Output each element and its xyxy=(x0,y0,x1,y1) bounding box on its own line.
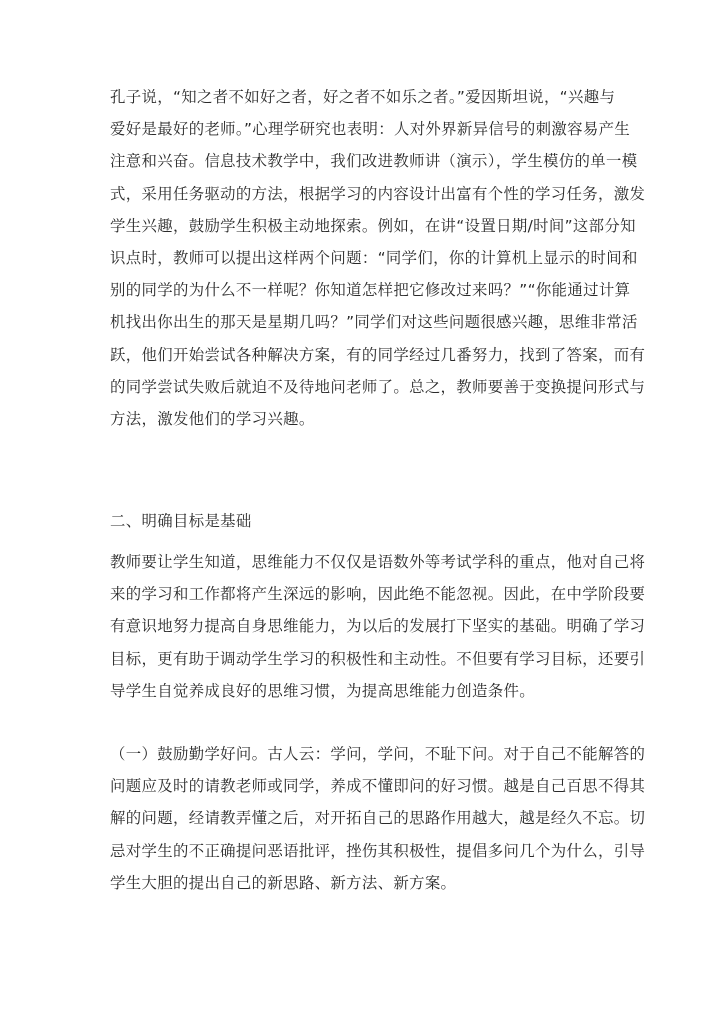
section-heading xyxy=(110,505,610,537)
text-line: 教师要让学生知道，思维能力不仅仅是语数外等考试学科的重点，他对自己将 xyxy=(110,553,646,571)
text-line: 孔子说，“知之者不如好之者，好之者不如乐之者。”爱因斯坦说，“兴趣与 xyxy=(110,88,616,106)
text-line: 方法，激发他们的学习兴趣。 xyxy=(110,410,315,429)
paragraph-encourage-questions xyxy=(110,738,646,899)
section-heading-text: 二、明确目标是基础 xyxy=(110,512,252,530)
text-line: 学生兴趣，鼓励学生积极主动地探索。例如，在讲“设置日期/时间”这部分知 xyxy=(110,216,636,235)
text-line: 别的同学的为什么不一样呢？你知道怎样把它修改过来吗？”“你能通过计算 xyxy=(110,281,631,300)
text-line: 识点时，教师可以提出这样两个问题：“同学们，你的计算机上显示的时间和 xyxy=(110,249,638,268)
paragraph-goals xyxy=(110,546,646,707)
text-line: 学生大胆的提出自己的新思路、新方法、新方案。 xyxy=(110,873,457,892)
text-line: 式，采用任务驱动的方法，根据学习的内容设计出富有个性的学习任务，激发 xyxy=(110,184,646,203)
text-line: （一）鼓励勤学好问。古人云：学问，学问，不耻下问。对于自己不能解答的 xyxy=(110,745,646,763)
text-line: 爱好是最好的老师。”心理学研究也表明：人对外界新异信号的刺激容易产生 xyxy=(110,120,631,139)
text-line: 导学生自觉养成良好的思维习惯，为提高思维能力创造条件。 xyxy=(110,681,535,700)
text-line: 目标，更有助于调动学生学习的积极性和主动性。不但要有学习目标，还要引 xyxy=(110,649,646,668)
text-line: 来的学习和工作都将产生深远的影响，因此绝不能忽视。因此，在中学阶段要 xyxy=(110,585,646,604)
text-line: 有意识地努力提高自身思维能力，为以后的发展打下坚实的基础。明确了学习 xyxy=(110,617,646,636)
text-line: 问题应及时的请教老师或同学，养成不懂即问的好习惯。越是自己百思不得其 xyxy=(110,777,646,796)
text-line: 跃，他们开始尝试各种解决方案，有的同学经过几番努力，找到了答案，而有 xyxy=(110,345,646,364)
text-line: 忌对学生的不正确提问恶语批评，挫伤其积极性，提倡多问几个为什么，引导 xyxy=(110,841,646,860)
text-line: 注意和兴奋。信息技术教学中，我们改进教师讲（演示），学生模仿的单一模 xyxy=(110,152,638,171)
text-line: 机找出你出生的那天是星期几吗？”同学们对这些问题很感兴趣，思维非常活 xyxy=(110,313,638,332)
text-line: 的同学尝试失败后就迫不及待地问老师了。总之，教师要善于变换提问形式与 xyxy=(110,377,646,396)
paragraph-interest xyxy=(110,81,646,435)
text-line: 解的问题，经请教弄懂之后，对开拓自己的思路作用越大，越是经久不忘。切 xyxy=(110,809,646,828)
